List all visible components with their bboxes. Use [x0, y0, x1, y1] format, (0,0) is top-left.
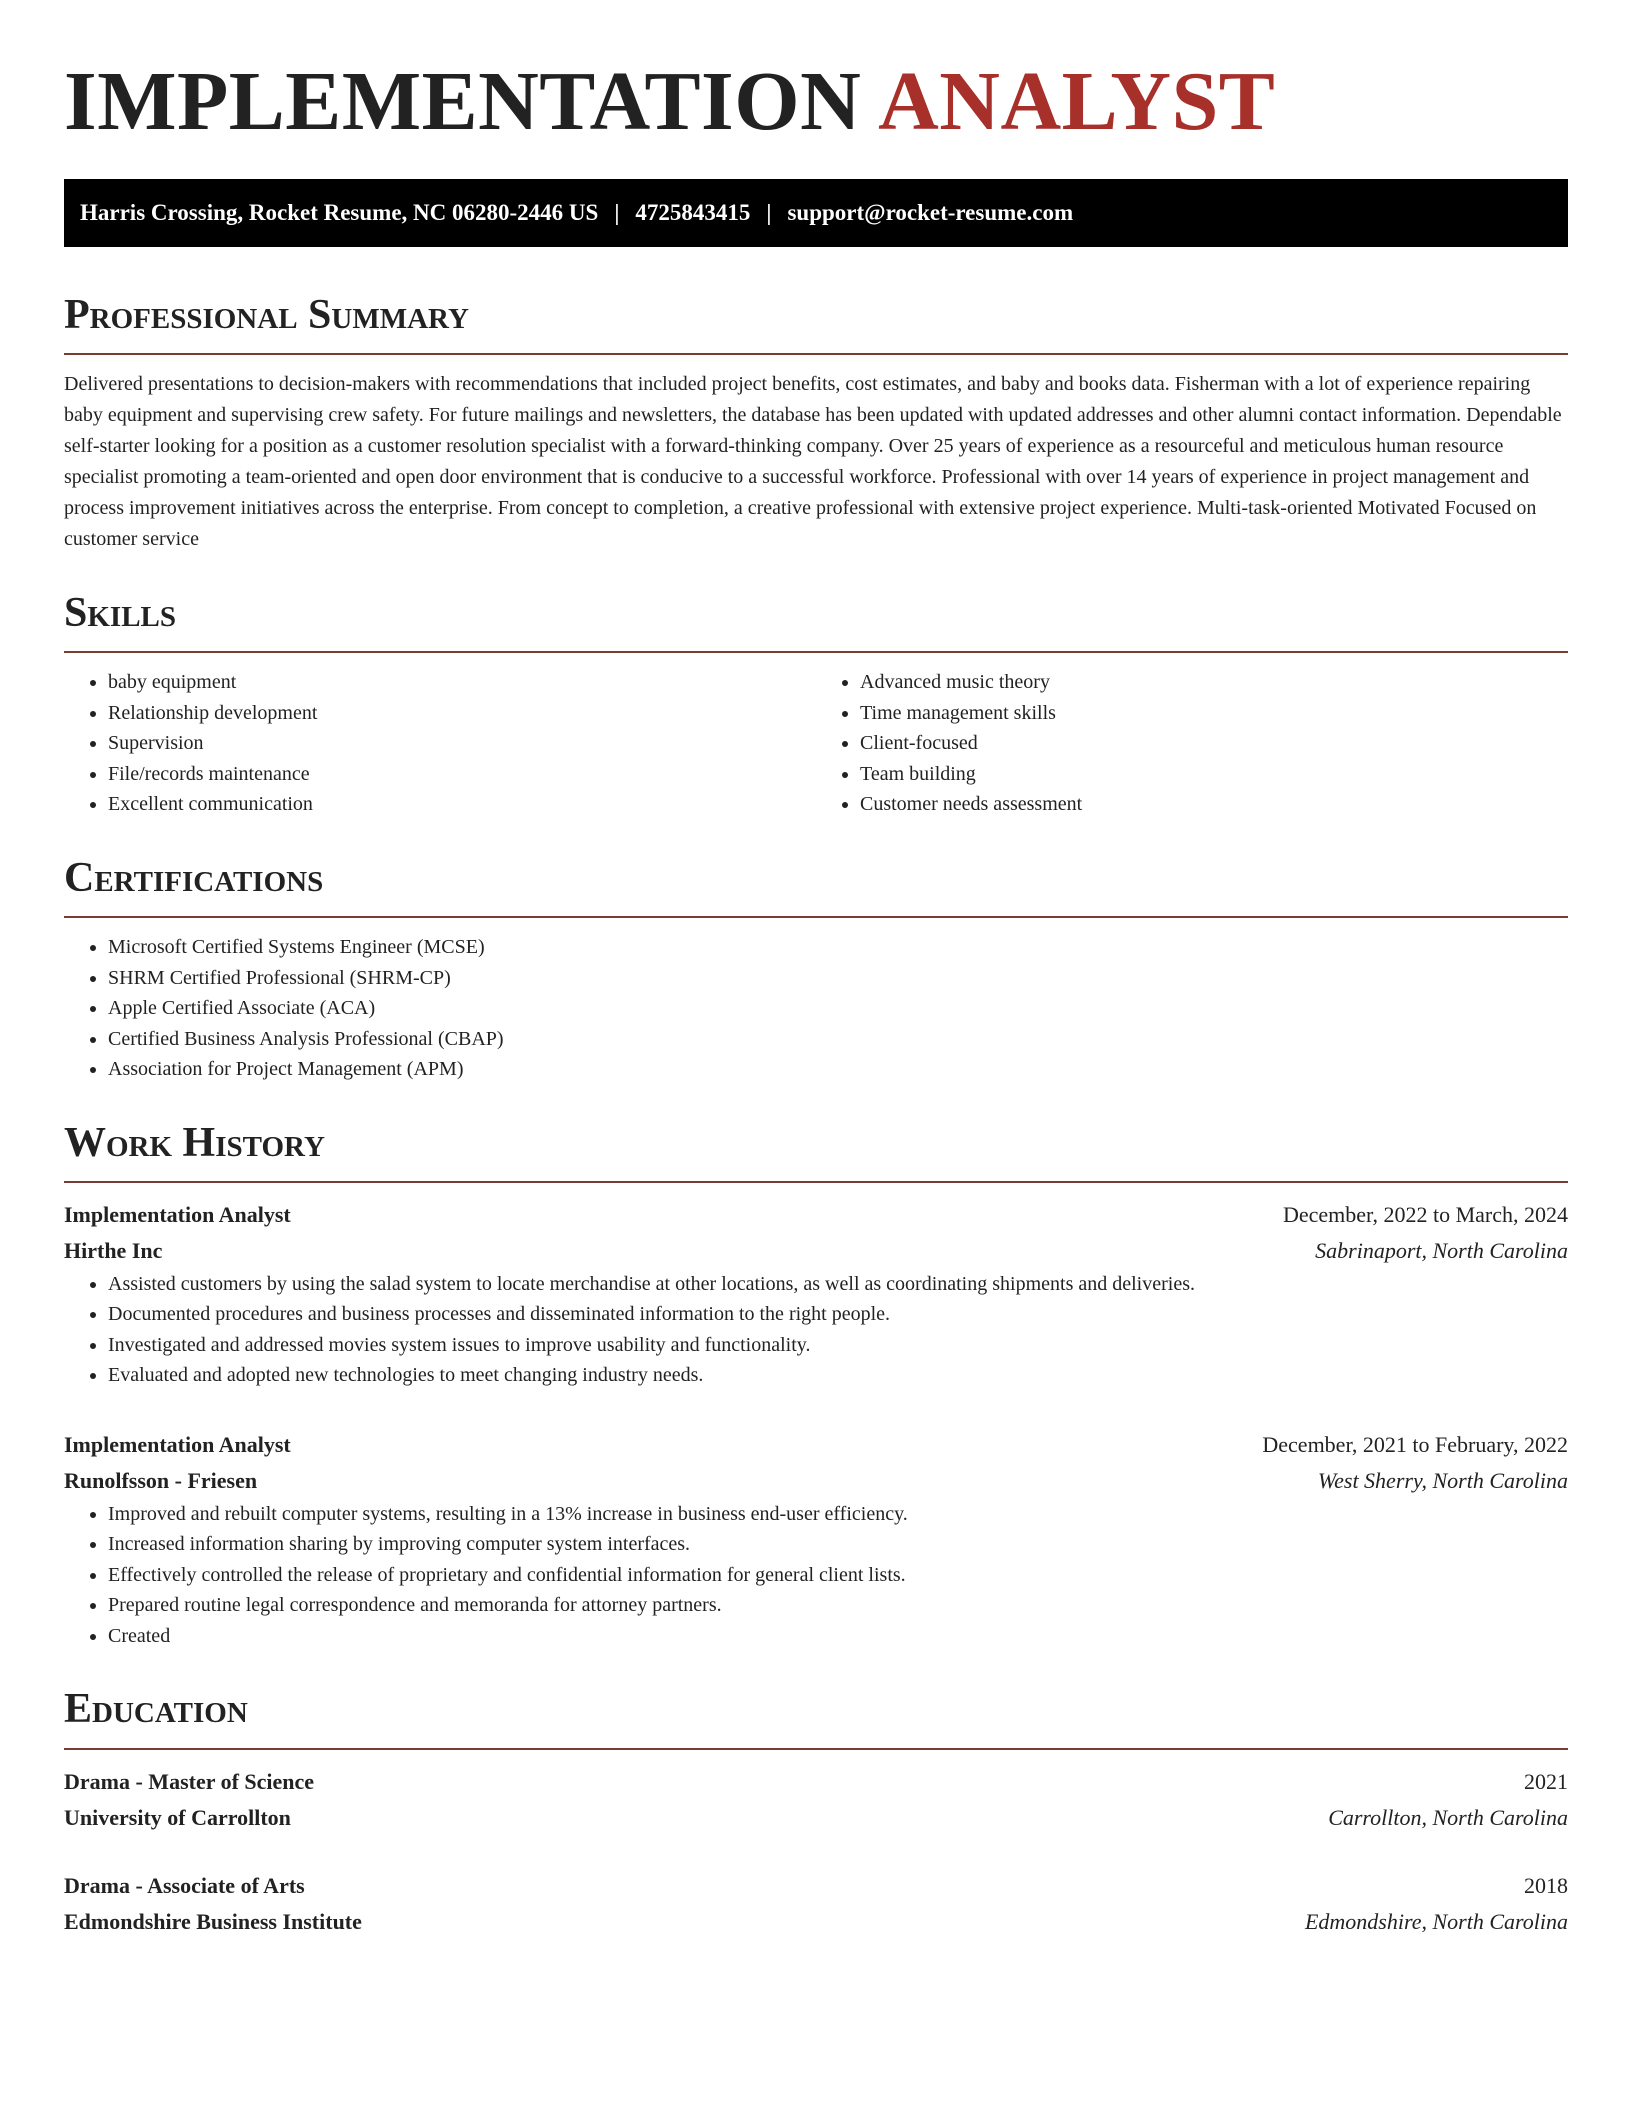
job-duty-item: • Documented procedures and business processes and disseminated information to the right people. — [108, 1299, 1568, 1330]
job-role: Implementation Analyst — [64, 1201, 291, 1227]
job-duties-list — [64, 1269, 1568, 1391]
certification-item: • Certified Business Analysis Professional (CBAP) — [108, 1024, 1568, 1055]
certifications-section-title: Certifications — [64, 854, 324, 901]
skills-list-left — [64, 667, 816, 820]
work-section-title: Work History — [64, 1119, 325, 1166]
name-last: ANALYST — [878, 55, 1276, 148]
skill-item: • File/records maintenance — [108, 759, 816, 790]
job-duties-list — [64, 1499, 1568, 1652]
name-first: IMPLEMENTATION — [64, 55, 862, 148]
skill-item: • Advanced music theory — [860, 667, 1568, 698]
skill-item: • Customer needs assessment — [860, 789, 1568, 820]
job-company-row — [64, 1233, 1568, 1269]
education-year: 2021 — [1524, 1768, 1568, 1794]
job-duty-item: • Improved and rebuilt computer systems, resulting in a 13% increase in business end-user efficiency. — [108, 1499, 1568, 1530]
summary-text: Delivered presentations to decision-makers with recommendations that included project benefits, cost estimates, and baby and books data. Fisherman with a lot of experience repairing baby equipment and supervising crew safety. For future mailings and newsletters, the database has been updated with updated addresses and other alumni contact information. Dependable self-starter looking for a position as a customer resolution specialist with a forward-thinking company. Over 25 years of experience as a resourceful and meticulous human resource specialist promoting a team-oriented and open door environment that is conducive to a successful workforce. Professional with over 14 years of experience in project management and process improvement initiatives across the enterprise. From concept to completion, a creative professional with extensive project experience. Multi-task-oriented Motivated Focused on customer service — [64, 373, 1562, 551]
job-company-row — [64, 1463, 1568, 1499]
skills-section-title: Skills — [64, 590, 177, 637]
section-divider — [64, 1748, 1568, 1750]
skill-item: • Team building — [860, 759, 1568, 790]
education-degree-row — [64, 1764, 1568, 1800]
job-duty-item: • Created — [108, 1621, 1568, 1652]
skill-item: • Client-focused — [860, 728, 1568, 759]
job-head-row — [64, 1197, 1568, 1233]
job-head-row — [64, 1427, 1568, 1463]
skill-item: • baby equipment — [108, 667, 816, 698]
contact-separator: | — [766, 199, 772, 225]
summary-section-title: Professional Summary — [64, 291, 469, 338]
skill-item: • Relationship development — [108, 698, 816, 729]
contact-phone: 4725843415 — [635, 199, 751, 225]
certifications-list — [64, 932, 1568, 1085]
skills-grid — [64, 667, 1568, 820]
resume-name-heading — [64, 52, 1568, 153]
job-location: Sabrinaport, North Carolina — [1315, 1237, 1568, 1263]
education-school: Edmondshire Business Institute — [64, 1908, 362, 1934]
education-entry — [64, 1868, 1568, 1940]
education-school: University of Carrollton — [64, 1804, 291, 1830]
education-school-row — [64, 1904, 1568, 1940]
education-location: Edmondshire, North Carolina — [1304, 1908, 1568, 1934]
job-entry — [64, 1197, 1568, 1391]
job-dates: December, 2022 to March, 2024 — [1282, 1201, 1568, 1227]
job-company: Runolfsson - Friesen — [64, 1467, 258, 1493]
education-entry — [64, 1764, 1568, 1836]
job-duty-item: • Prepared routine legal correspondence and memoranda for attorney partners. — [108, 1590, 1568, 1621]
skill-item: • Excellent communication — [108, 789, 816, 820]
job-duty-item: • Investigated and addressed movies system issues to improve usability and functionality. — [108, 1330, 1568, 1361]
job-entry — [64, 1427, 1568, 1652]
certification-item: • Apple Certified Associate (ACA) — [108, 993, 1568, 1024]
contact-address: Harris Crossing, Rocket Resume, NC 06280-2446 US — [80, 199, 599, 225]
skills-list-right — [816, 667, 1568, 820]
contact-separator: | — [614, 199, 620, 225]
job-duty-item: • Assisted customers by using the salad system to locate merchandise at other locations, as well as coordinating shipments and deliveries. — [108, 1269, 1568, 1300]
job-dates: December, 2021 to February, 2022 — [1262, 1431, 1568, 1457]
contact-bar — [64, 179, 1568, 247]
job-duty-item: • Effectively controlled the release of proprietary and confidential information for general client lists. — [108, 1560, 1568, 1591]
contact-email: support@rocket-resume.com — [787, 199, 1074, 225]
skill-item: • Time management skills — [860, 698, 1568, 729]
job-location: West Sherry, North Carolina — [1317, 1467, 1568, 1493]
section-divider — [64, 1181, 1568, 1183]
education-year: 2018 — [1524, 1872, 1568, 1898]
education-degree-row — [64, 1868, 1568, 1904]
education-degree: Drama - Associate of Arts — [64, 1872, 305, 1898]
education-degree: Drama - Master of Science — [64, 1768, 315, 1794]
education-school-row — [64, 1800, 1568, 1836]
certification-item: • Microsoft Certified Systems Engineer (MCSE) — [108, 932, 1568, 963]
certification-item: • Association for Project Management (APM) — [108, 1054, 1568, 1085]
section-divider — [64, 651, 1568, 653]
education-section-title: Education — [64, 1686, 248, 1733]
education-location: Carrollton, North Carolina — [1328, 1804, 1568, 1830]
job-company: Hirthe Inc — [64, 1237, 163, 1263]
skill-item: • Supervision — [108, 728, 816, 759]
certification-item: • SHRM Certified Professional (SHRM-CP) — [108, 963, 1568, 994]
section-divider — [64, 916, 1568, 918]
section-divider — [64, 353, 1568, 355]
job-duty-item: • Evaluated and adopted new technologies to meet changing industry needs. — [108, 1360, 1568, 1391]
job-role: Implementation Analyst — [64, 1431, 291, 1457]
job-duty-item: • Increased information sharing by improving computer system interfaces. — [108, 1529, 1568, 1560]
